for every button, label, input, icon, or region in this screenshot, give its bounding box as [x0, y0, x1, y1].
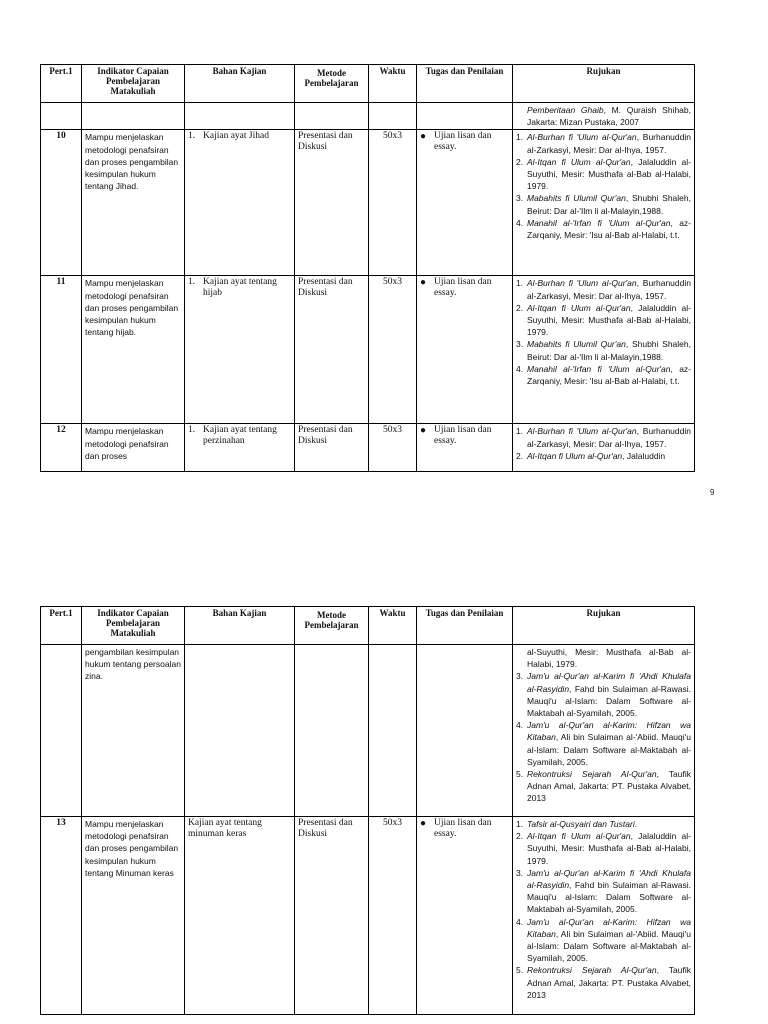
table-row: [41, 817, 695, 1015]
header-rujukan: Rujukan: [513, 65, 695, 103]
list-item: 1. Tafsir al-Qusyairi dan Tustari.: [516, 819, 638, 829]
table-row: [41, 130, 695, 276]
waktu-cell: 50x3: [369, 817, 417, 1015]
list-item: 2. Al-Itqan fi Ulum al-Qur'an, Jalaluddin al-Suyuthi, Mesir: Musthafa al-Bab al-Halabi, 1979.: [516, 302, 692, 338]
rujukan-cell: [513, 645, 695, 817]
indikator-cell: Mampu menjelaskan metodologi penafsiran dan proses pengambilan kesimpulan hukum tentang hijab.: [82, 276, 185, 424]
list-item: 3. Mabahits fi Ulumil Qur'an, Shubhi Shaleh, Beirut: Dar al-'Ilm li al-Malayin,1988.: [516, 193, 691, 216]
metode-cell: Presentasi dan Diskusi: [295, 276, 369, 424]
bullet-icon: ●: [420, 425, 427, 437]
row-number: 12: [41, 424, 82, 472]
header-indikator: Indikator Capaian Pembelajaran Matakuliah: [82, 607, 185, 645]
rujukan-cell: [513, 817, 695, 1015]
row-number: 11: [41, 276, 82, 424]
rps-table-page-2: [40, 606, 695, 1015]
list-item: 1. Al-Burhan fi 'Ulum al-Qur'an, Burhanuddin al-Zarkasyi, Mesir: Dar al-Ihya, 1957.: [516, 132, 691, 155]
table-row-continuation: [41, 103, 695, 130]
list-item: al-Suyuthi, Mesir: Musthafa al-Bab al-Halabi, 1979.: [527, 647, 691, 670]
page-number: 9: [710, 488, 715, 497]
table-row: [41, 424, 695, 472]
list-item: 4. Manahil al-'Irfan fi 'Ulum al-Qur'an, az-Zarqaniy, Mesir: 'Isu al-Bab al-Halabi, t.t.: [516, 363, 691, 387]
tugas-cell: ● Ujian lisan dan essay.: [417, 817, 513, 1015]
tugas-cell: ● Ujian lisan dan essay.: [417, 130, 513, 276]
list-item: 1. Al-Burhan fi 'Ulum al-Qur'an, Burhanuddin al-Zarkasyi, Mesir: Dar al-Ihya, 1957.: [516, 426, 691, 449]
list-item: 2. Al-Itqan fi Ulum al-Qur'an, Jalaluddin: [516, 450, 666, 461]
list-item: 4. Jam'u al-Qur'an al-Karim: Hifzan wa Kitaban, Ali bin Sulaiman al-'Abiid. Mauqi'u al-Islam: Dalam Software al-Maktabah al-Syamilah, 2005.: [516, 916, 691, 964]
header-tugas: Tugas dan Penilaian: [417, 607, 513, 645]
rujukan-cell: [513, 424, 695, 472]
header-waktu: Waktu: [369, 607, 417, 645]
list-item: 3. Jam'u al-Qur'an al-Karim fi 'Ahdi Khulafa al-Rasyidin, Fahd bin Sulaiman al-Rawasi. Mauqi'u al-Islam: Dalam Software al-Maktabah al-Syamilah, 2005.: [516, 671, 691, 719]
list-item: 3. Jam'u al-Qur'an al-Karim fi 'Ahdi Khulafa al-Rasyidin, Fahd bin Sulaiman al-Rawasi. Mauqi'u al-Islam: Dalam Software al-Maktabah al-Syamilah, 2005.: [516, 867, 691, 915]
list-item: 2. Al-Itqan fi Ulum al-Qur'an, Jalaluddin al-Suyuthi, Mesir: Musthafa al-Bab al-Halabi, 1979.: [516, 831, 692, 866]
metode-cell: Presentasi dan Diskusi: [295, 817, 369, 1015]
list-item: 5. Rekontruksi Sejarah Al-Qur'an, Taufik Adnan Amal, Jakarta: PT. Pustaka Alvabet, 2013: [516, 769, 692, 804]
table-row: [41, 276, 695, 424]
bahan-cell: 1. Kajian ayat tentang hijab: [185, 276, 295, 424]
bahan-cell: 1. Kajian ayat tentang perzinahan: [185, 424, 295, 472]
bahan-cell: Kajian ayat tentang minuman keras: [185, 817, 295, 1015]
header-pert: Pert.1: [41, 65, 82, 103]
page-1: [40, 64, 694, 472]
rps-table-page-1: [40, 64, 695, 472]
indikator-cell: pengambilan kesimpulan hukum tentang persoalan zina.: [82, 645, 185, 817]
waktu-cell: 50x3: [369, 130, 417, 276]
header-indikator: Indikator Capaian Pembelajaran Matakuliah: [82, 65, 185, 103]
table-header-row: [41, 607, 695, 645]
rujukan-continuation: Pemberitaan Ghaib, M. Quraish Shihab, Jakarta: Mizan Pustaka, 2007: [513, 103, 695, 130]
header-tugas: Tugas dan Penilaian: [417, 65, 513, 103]
row-number: 13: [41, 817, 82, 1015]
metode-cell: Presentasi dan Diskusi: [295, 424, 369, 472]
list-item: 2. Al-Itqan fi Ulum al-Qur'an, Jalaluddin al-Suyuthi, Mesir: Musthafa al-Bab al-Halabi, 1979.: [516, 156, 692, 192]
table-header-row: [41, 65, 695, 103]
header-bahan: Bahan Kajian: [185, 65, 295, 103]
list-item: 4. Jam'u al-Qur'an al-Karim: Hifzan wa Kitaban, Ali bin Sulaiman al-'Abiid. Mauqi'u al-Islam: Dalam Software al-Maktabah al-Syamilah, 2005.: [516, 720, 691, 767]
bullet-icon: ●: [420, 818, 427, 829]
header-metode: Metode Pembelajaran: [295, 65, 369, 103]
tugas-cell: ● Ujian lisan dan essay.: [417, 424, 513, 472]
header-pert: Pert.1: [41, 607, 82, 645]
waktu-cell: 50x3: [369, 276, 417, 424]
list-item: 5. Rekontruksi Sejarah Al-Qur'an, Taufik Adnan Amal, Jakarta: PT. Pustaka Alvabet, 2013: [516, 965, 692, 1000]
tugas-cell: ● Ujian lisan dan essay.: [417, 276, 513, 424]
list-item: 3. Mabahits fi Ulumil Qur'an, Shubhi Shaleh, Beirut: Dar al-'Ilm li al-Malayin,1988.: [516, 339, 691, 362]
metode-cell: Presentasi dan Diskusi: [295, 130, 369, 276]
header-rujukan: Rujukan: [513, 607, 695, 645]
bahan-cell: 1. Kajian ayat Jihad: [185, 130, 295, 276]
header-waktu: Waktu: [369, 65, 417, 103]
list-item: 4. Manahil al-'Irfan fi 'Ulum al-Qur'an, az-Zarqaniy, Mesir: 'Isu al-Bab al-Halabi, t.t.: [516, 217, 691, 241]
bullet-icon: ●: [420, 277, 427, 289]
table-row-continuation: [41, 645, 695, 817]
header-metode: Metode Pembelajaran: [295, 607, 369, 645]
bullet-icon: ●: [420, 131, 427, 143]
page-2: [40, 606, 694, 1015]
row-number: 10: [41, 130, 82, 276]
waktu-cell: 50x3: [369, 424, 417, 472]
rujukan-cell: [513, 276, 695, 424]
indikator-cell: Mampu menjelaskan metodologi penafsiran dan proses pengambilan kesimpulan hukum tentang Jihad.: [82, 130, 185, 276]
indikator-cell: Mampu menjelaskan metodologi penafsiran dan proses: [82, 424, 185, 472]
header-bahan: Bahan Kajian: [185, 607, 295, 645]
list-item: 1. Al-Burhan fi 'Ulum al-Qur'an, Burhanuddin al-Zarkasyi, Mesir: Dar al-Ihya, 1957.: [516, 278, 691, 301]
rujukan-cell: [513, 130, 695, 276]
indikator-cell: Mampu menjelaskan metodologi penafsiran dan proses pengambilan kesimpulan hukum tentang Minuman keras: [82, 817, 185, 1015]
